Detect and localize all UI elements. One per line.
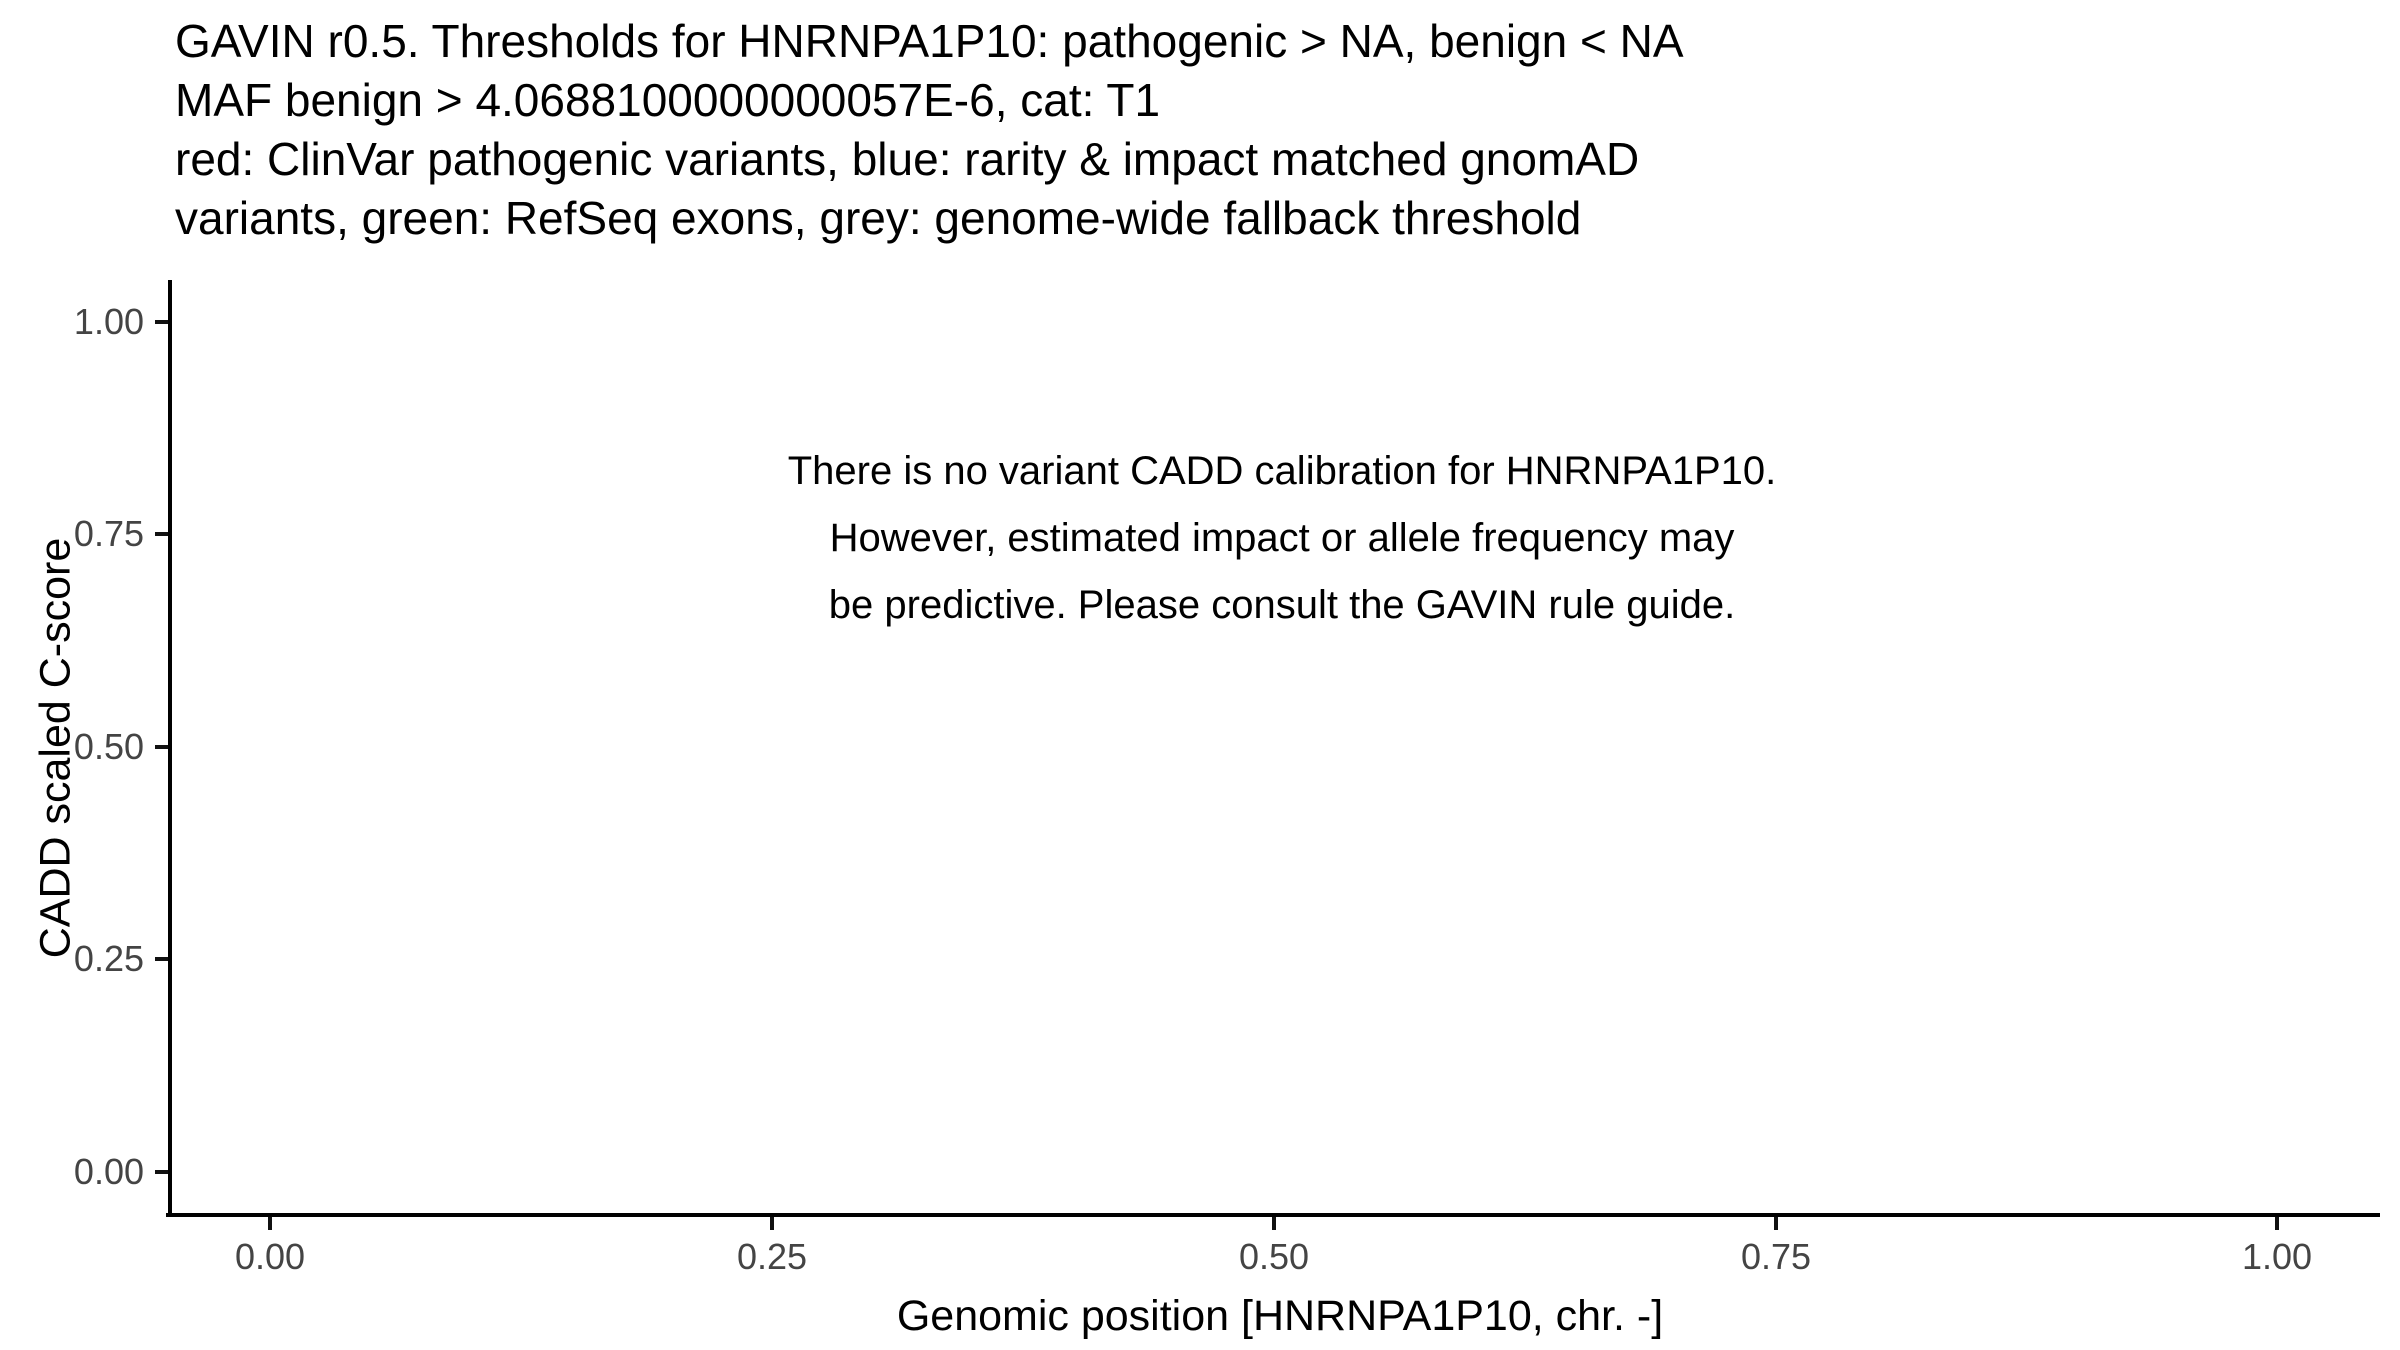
y-tick-label-0.75: 0.75 xyxy=(73,513,144,554)
x-tick-mark-0.25 xyxy=(770,1217,774,1230)
plot-title xyxy=(175,12,1684,248)
plot-title-line-3: red: ClinVar pathogenic variants, blue: rarity & impact matched gnomAD xyxy=(175,133,1640,185)
y-tick-mark-0.75 xyxy=(155,532,168,536)
plot-annotation xyxy=(632,438,1932,639)
y-tick-label-1.00: 1.00 xyxy=(73,301,144,342)
y-tick-mark-1.00 xyxy=(155,320,168,324)
annotation-line-2: However, estimated impact or allele frequency may xyxy=(829,516,1735,560)
y-tick-label-0.25: 0.25 xyxy=(73,938,144,979)
x-tick-mark-0.50 xyxy=(1272,1217,1276,1230)
x-tick-label-0.75: 0.75 xyxy=(1740,1236,1812,1277)
annotation-line-1: There is no variant CADD calibration for HNRNPA1P10. xyxy=(787,449,1777,493)
y-tick-label-0.00: 0.00 xyxy=(73,1151,144,1192)
y-tick-mark-0.25 xyxy=(155,957,168,961)
y-tick-mark-0.50 xyxy=(155,745,168,749)
y-axis-line xyxy=(168,280,172,1217)
x-tick-label-0.00: 0.00 xyxy=(234,1236,306,1277)
y-tick-mark-0.00 xyxy=(155,1170,168,1174)
annotation-line-3: be predictive. Please consult the GAVIN rule guide. xyxy=(828,583,1736,627)
x-tick-mark-1.00 xyxy=(2275,1217,2279,1230)
x-tick-mark-0.75 xyxy=(1774,1217,1778,1230)
plot-title-line-1: GAVIN r0.5. Thresholds for HNRNPA1P10: pathogenic > NA, benign < NA xyxy=(175,15,1684,67)
x-axis-title: Genomic position [HNRNPA1P10, chr. -] xyxy=(896,1292,1664,1340)
plot-title-line-4: variants, green: RefSeq exons, grey: genome-wide fallback threshold xyxy=(175,192,1582,244)
x-tick-label-1.00: 1.00 xyxy=(2241,1236,2313,1277)
y-tick-label-0.50: 0.50 xyxy=(73,726,144,767)
x-tick-label-0.50: 0.50 xyxy=(1238,1236,1310,1277)
x-tick-mark-0.00 xyxy=(268,1217,272,1230)
plot-panel xyxy=(170,280,2378,1213)
plot-title-line-2: MAF benign > 4.0688100000000057E-6, cat: T1 xyxy=(175,74,1161,126)
x-tick-label-0.25: 0.25 xyxy=(736,1236,808,1277)
y-axis-title: CADD scaled C-score xyxy=(31,537,80,959)
